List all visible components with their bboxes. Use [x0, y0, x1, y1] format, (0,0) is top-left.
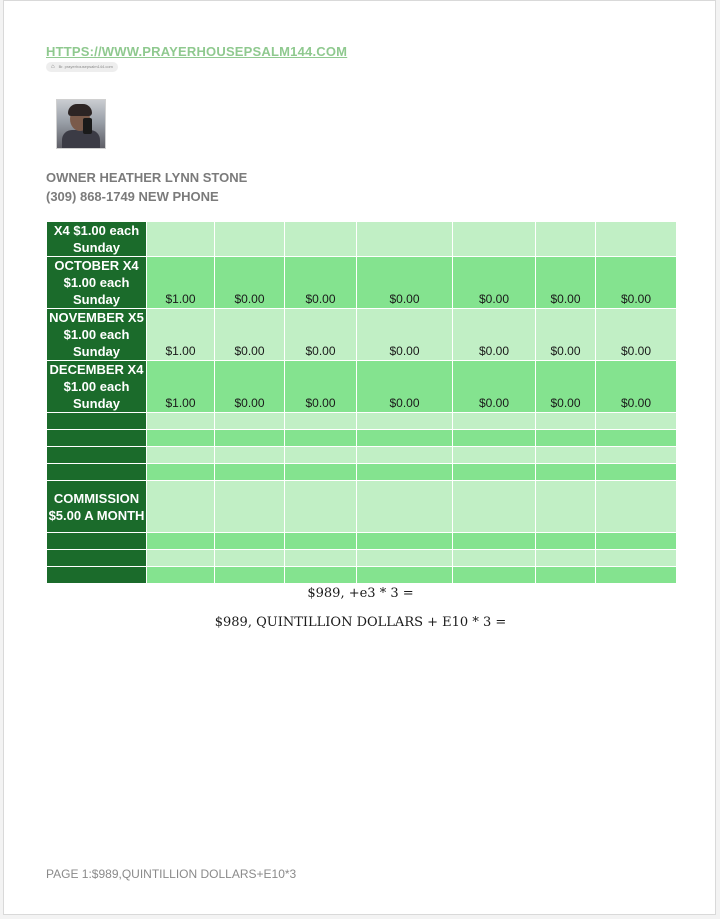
cell-value: $0.00 — [389, 396, 420, 410]
formula-line-1: $989, +e3 * 3 = — [307, 586, 414, 601]
table-cell — [285, 413, 357, 430]
table-cell — [536, 413, 596, 430]
cell-value: $0.00 — [550, 396, 581, 410]
table-cell — [536, 309, 596, 361]
table-row — [47, 481, 677, 533]
table-cell — [453, 430, 536, 447]
table-cell — [536, 533, 596, 550]
table-cell — [596, 257, 677, 309]
table-cell — [215, 481, 285, 533]
table-cell — [536, 447, 596, 464]
cell-value — [215, 581, 284, 583]
table-cell — [357, 309, 453, 361]
cell-value: $0.00 — [620, 396, 652, 410]
table-cell — [357, 550, 453, 567]
table-cell — [147, 464, 215, 481]
table-cell — [596, 447, 677, 464]
table-cell — [453, 533, 536, 550]
table-cell — [147, 567, 215, 584]
owner-photo — [56, 99, 106, 149]
website-link[interactable]: HTTPS://WWW.PRAYERHOUSEPSALM144.COM — [46, 44, 348, 59]
offering-table — [46, 221, 677, 584]
table-cell — [147, 361, 215, 413]
row-label: X4 $1.00 each Sunday — [47, 222, 147, 257]
link-preview-chip[interactable] — [46, 62, 118, 72]
table-cell — [215, 309, 285, 361]
table-cell — [215, 257, 285, 309]
table-cell — [453, 309, 536, 361]
table-cell — [357, 481, 453, 533]
table-cell — [453, 413, 536, 430]
table-cell — [357, 567, 453, 584]
cell-value — [536, 581, 595, 583]
table-row — [47, 257, 677, 309]
table-row — [47, 533, 677, 550]
table-cell — [536, 257, 596, 309]
cell-value: $0.00 — [234, 344, 265, 358]
table-cell — [147, 309, 215, 361]
row-label — [47, 413, 147, 430]
cell-value: $0.00 — [389, 344, 420, 358]
table-cell — [285, 550, 357, 567]
table-cell — [357, 430, 453, 447]
table-row — [47, 464, 677, 481]
table-cell — [147, 447, 215, 464]
cell-value: $1.00 — [165, 292, 196, 306]
table-cell — [147, 222, 215, 257]
table-cell — [536, 550, 596, 567]
table-cell — [596, 222, 677, 257]
table-cell — [285, 447, 357, 464]
table-row — [47, 309, 677, 361]
owner-name: OWNER HEATHER LYNN STONE — [46, 170, 248, 185]
table-cell — [357, 361, 453, 413]
cell-value: $0.00 — [389, 292, 420, 306]
table-cell — [285, 533, 357, 550]
table-cell — [596, 533, 677, 550]
cell-value: $0.00 — [305, 344, 336, 358]
table-cell — [453, 481, 536, 533]
table-cell — [453, 361, 536, 413]
table-cell — [536, 222, 596, 257]
row-label: OCTOBER X4 $1.00 each Sunday — [47, 257, 147, 309]
cell-value: $0.00 — [234, 396, 265, 410]
table-cell — [215, 567, 285, 584]
table-row — [47, 447, 677, 464]
table-cell — [285, 222, 357, 257]
table-cell — [357, 533, 453, 550]
table-row — [47, 222, 677, 257]
table-cell — [357, 413, 453, 430]
row-label — [47, 447, 147, 464]
row-label — [47, 533, 147, 550]
table-cell — [596, 464, 677, 481]
table-cell — [357, 257, 453, 309]
table-cell — [453, 550, 536, 567]
table-cell — [285, 430, 357, 447]
cell-value — [285, 581, 356, 583]
cell-value — [147, 581, 214, 583]
table-cell — [285, 567, 357, 584]
page-footer: PAGE 1:$989,QUINTILLION DOLLARS+E10*3 — [46, 867, 297, 881]
table-cell — [215, 550, 285, 567]
cell-value: $0.00 — [478, 292, 510, 306]
table-cell — [357, 222, 453, 257]
cell-value: $0.00 — [478, 344, 510, 358]
row-label — [47, 550, 147, 567]
cell-value: $0.00 — [620, 344, 652, 358]
formula-line-2: $989, QUINTILLION DOLLARS + E10 * 3 = — [214, 615, 507, 630]
row-label — [47, 567, 147, 584]
table-cell — [285, 257, 357, 309]
table-cell — [536, 567, 596, 584]
table-cell — [215, 430, 285, 447]
table-cell — [453, 257, 536, 309]
cell-value: $0.00 — [478, 396, 510, 410]
table-cell — [285, 309, 357, 361]
table-cell — [453, 464, 536, 481]
table-cell — [536, 361, 596, 413]
table-cell — [147, 413, 215, 430]
table-cell — [596, 567, 677, 584]
owner-info — [46, 168, 247, 206]
table-cell — [147, 257, 215, 309]
table-cell — [596, 309, 677, 361]
cell-value: $0.00 — [234, 292, 265, 306]
table-cell — [536, 430, 596, 447]
table-cell — [215, 464, 285, 481]
table-cell — [596, 361, 677, 413]
table-cell — [453, 447, 536, 464]
table-cell — [285, 464, 357, 481]
table-cell — [596, 430, 677, 447]
home-icon: ⌂ — [51, 64, 55, 70]
table-cell — [596, 550, 677, 567]
row-label — [47, 464, 147, 481]
cell-value: $0.00 — [550, 344, 581, 358]
link-preview-text: Br. prayerhousepsalm144.com — [58, 64, 113, 69]
table-cell — [536, 464, 596, 481]
table-cell — [147, 481, 215, 533]
table-row — [47, 361, 677, 413]
cell-value — [596, 581, 676, 583]
cell-value: $0.00 — [550, 292, 581, 306]
table-cell — [215, 361, 285, 413]
table-cell — [536, 481, 596, 533]
table-cell — [215, 533, 285, 550]
table-cell — [596, 413, 677, 430]
cell-value: $0.00 — [305, 292, 336, 306]
row-label: COMMISSION $5.00 A MONTH — [47, 481, 147, 533]
table-cell — [285, 361, 357, 413]
cell-value — [357, 581, 452, 583]
table-cell — [215, 222, 285, 257]
table-cell — [147, 430, 215, 447]
table-row — [47, 550, 677, 567]
table-cell — [215, 413, 285, 430]
table-row — [47, 567, 677, 584]
cell-value: $1.00 — [165, 396, 196, 410]
table-cell — [285, 481, 357, 533]
row-label — [47, 430, 147, 447]
cell-value — [453, 581, 535, 583]
table-cell — [453, 567, 536, 584]
table-cell — [147, 533, 215, 550]
table-cell — [147, 550, 215, 567]
cell-value: $1.00 — [165, 344, 196, 358]
table-cell — [357, 464, 453, 481]
document-page — [3, 0, 716, 915]
cell-value: $0.00 — [305, 396, 336, 410]
table-cell — [453, 222, 536, 257]
cell-value: $0.00 — [620, 292, 652, 306]
row-label: NOVEMBER X5 $1.00 each Sunday — [47, 309, 147, 361]
table-cell — [357, 447, 453, 464]
row-label: DECEMBER X4 $1.00 each Sunday — [47, 361, 147, 413]
table-row — [47, 430, 677, 447]
table-cell — [596, 481, 677, 533]
owner-phone: (309) 868-1749 NEW PHONE — [46, 189, 219, 204]
table-cell — [215, 447, 285, 464]
table-row — [47, 413, 677, 430]
